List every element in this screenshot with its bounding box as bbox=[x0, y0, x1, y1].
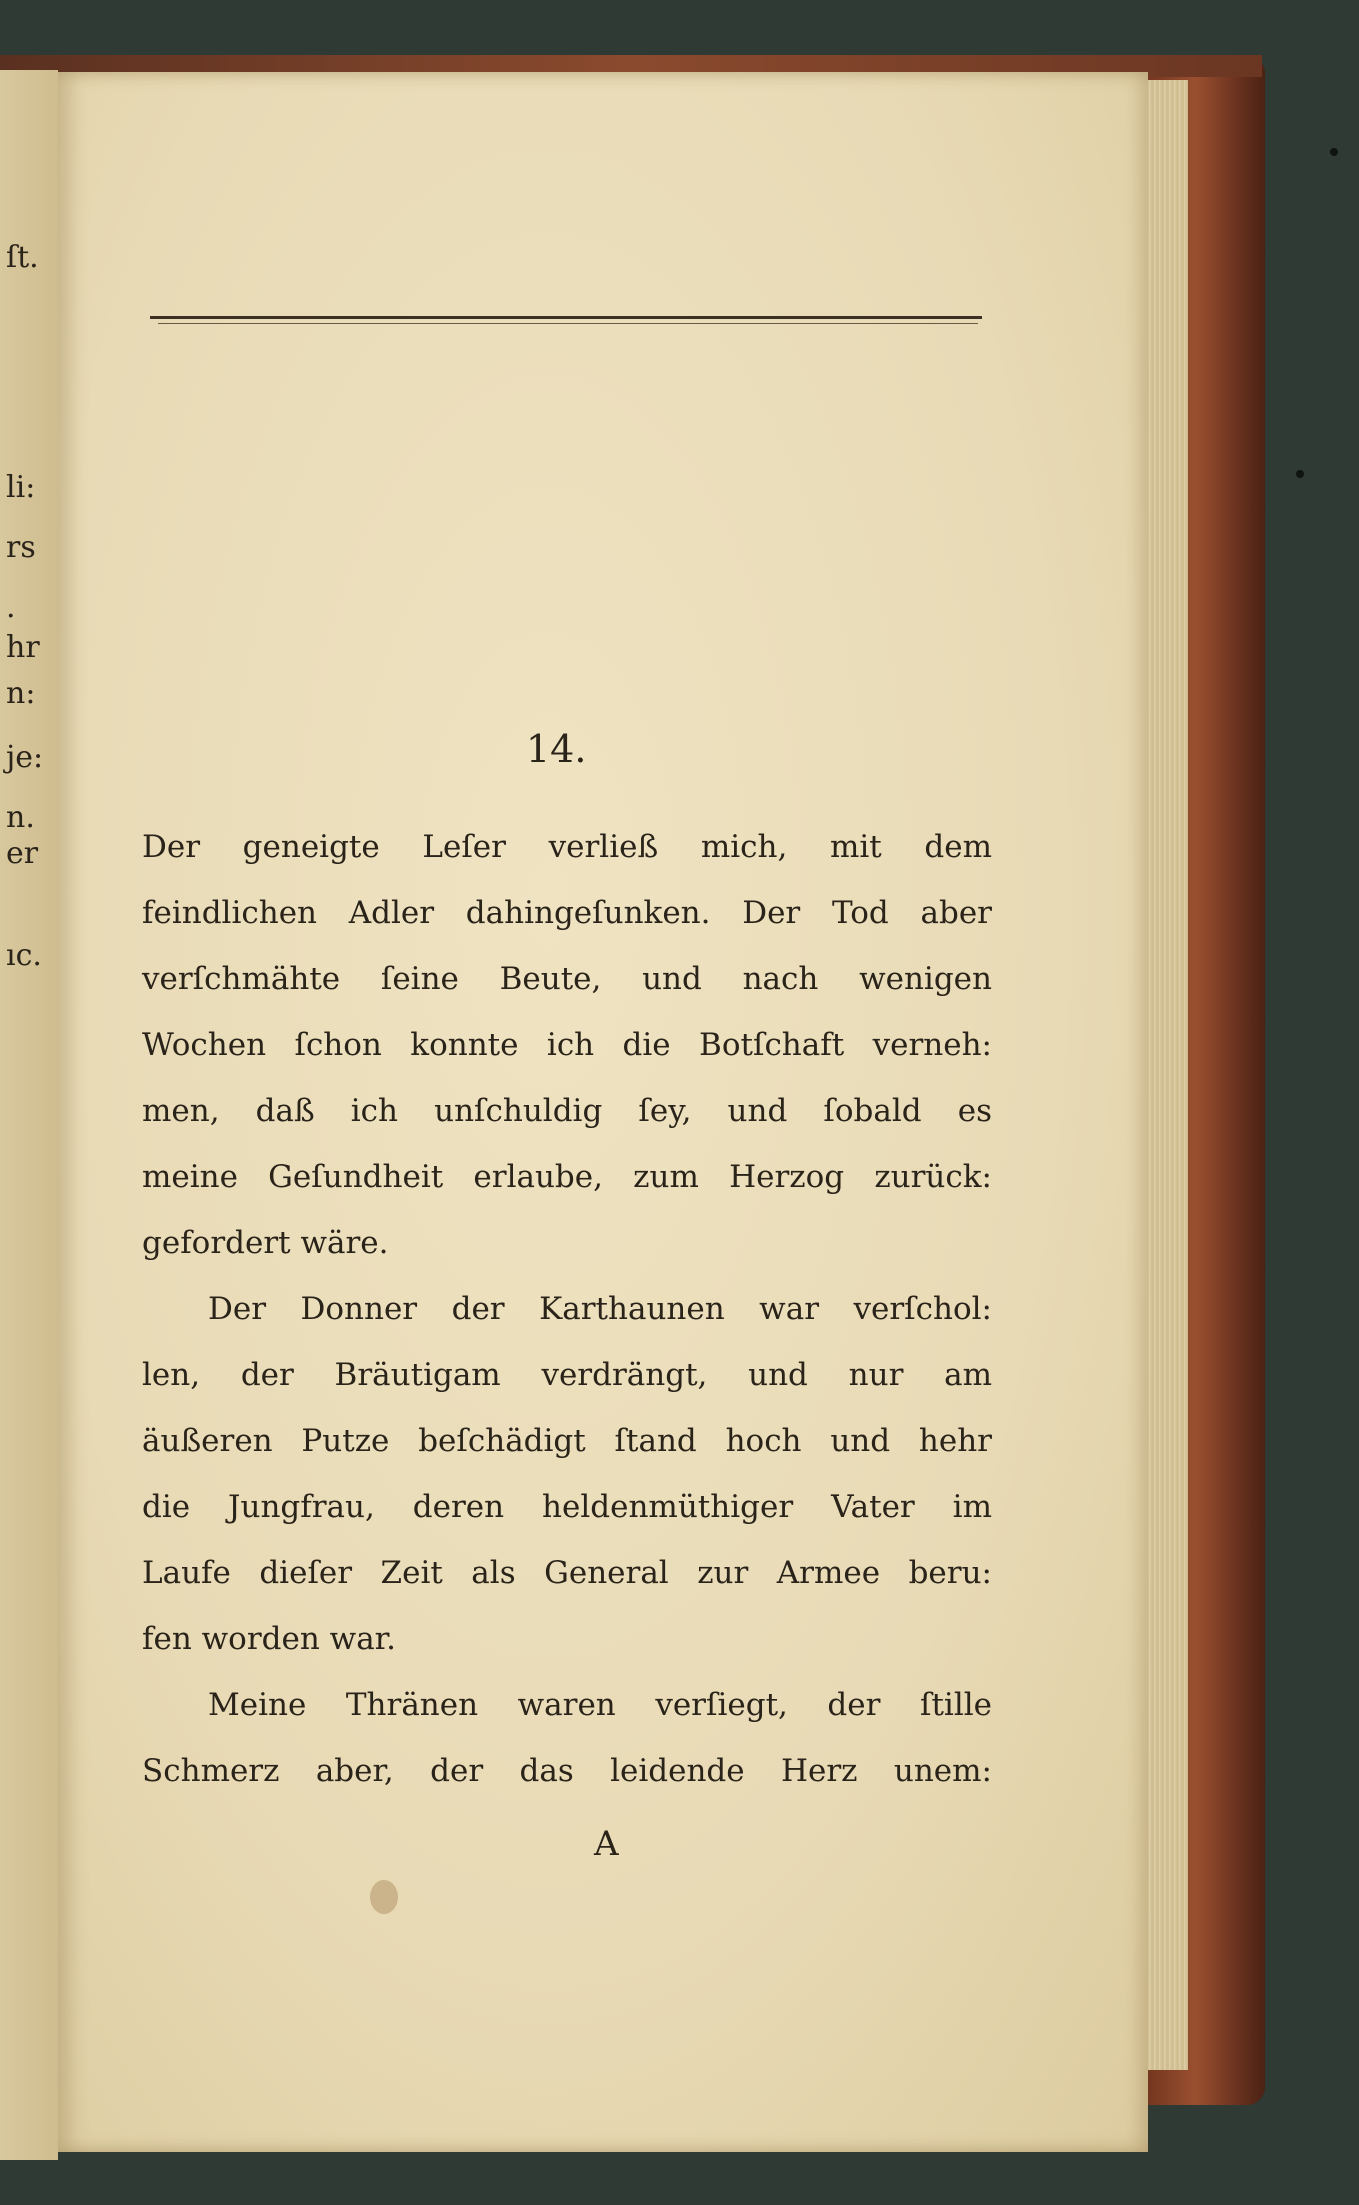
text-line: äußeren Putze beſchädigt ſtand hoch und hehr bbox=[142, 1423, 992, 1459]
left-fragment: er bbox=[6, 836, 39, 871]
text-line: meine Geſundheit erlaube, zum Herzog zurück: bbox=[142, 1159, 992, 1195]
text-line: Schmerz aber, der das leidende Herz unem: bbox=[142, 1753, 992, 1789]
catchword: A bbox=[594, 1824, 619, 1864]
text-line: fen worden war. bbox=[142, 1621, 396, 1657]
text-line: verſchmähte ſeine Beute, und nach wenigen bbox=[142, 961, 992, 997]
debris-dot bbox=[1330, 148, 1338, 156]
left-page-edge bbox=[0, 70, 58, 2160]
text-line: die Jungfrau, deren heldenmüthiger Vater im bbox=[142, 1489, 992, 1525]
left-fragment: rs bbox=[6, 530, 36, 565]
text-line: Laufe dieſer Zeit als General zur Armee beru: bbox=[142, 1555, 992, 1591]
header-rule bbox=[150, 316, 982, 319]
left-fragment: ſt. bbox=[6, 240, 39, 275]
left-fragment: je: bbox=[6, 740, 44, 775]
text-line: Wochen ſchon konnte ich die Botſchaft verneh: bbox=[142, 1027, 992, 1063]
header-rule-thin bbox=[158, 323, 978, 324]
paper-stain bbox=[370, 1880, 398, 1914]
text-line: feindlichen Adler dahingeſunken. Der Tod aber bbox=[142, 895, 992, 931]
text-line: Der geneigte Leſer verließ mich, mit dem bbox=[142, 829, 992, 865]
text-line: gefordert wäre. bbox=[142, 1225, 389, 1261]
page-number: 14. bbox=[526, 727, 587, 771]
debris-dot bbox=[1296, 470, 1304, 478]
text-line: Meine Thränen waren verſiegt, der ſtille bbox=[208, 1687, 992, 1723]
book-page bbox=[58, 72, 1148, 2152]
left-fragment: n: bbox=[6, 676, 36, 711]
text-line: Der Donner der Karthaunen war verſchol: bbox=[208, 1291, 992, 1327]
left-fragment: hr bbox=[6, 630, 40, 665]
left-fragment: ıc. bbox=[6, 938, 42, 973]
left-fragment: n. bbox=[6, 800, 35, 835]
left-fragment: . bbox=[6, 590, 16, 625]
text-line: men, daß ich unſchuldig ſey, und ſobald es bbox=[142, 1093, 992, 1129]
body-text bbox=[142, 814, 992, 1804]
text-line: len, der Bräutigam verdrängt, und nur am bbox=[142, 1357, 992, 1393]
left-fragment: li: bbox=[6, 470, 36, 505]
